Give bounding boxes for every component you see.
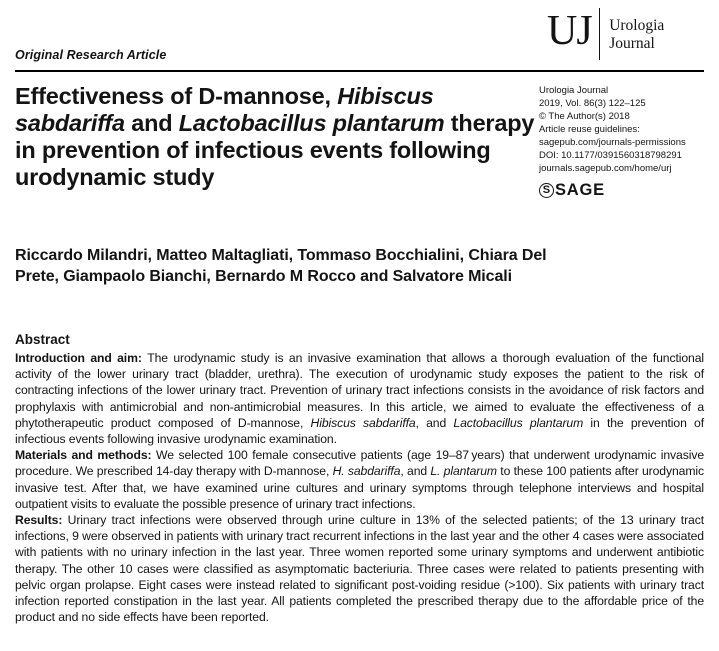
meta-permissions-url: sagepub.com/journals-permissions xyxy=(538,137,686,148)
abstract-paragraph-methods: Materials and methods: We selected 100 female consecutive patients (age 19–87 years) that underwent urodynamic invasive procedure. We prescribed 14-day therapy with D-mannose, H. sabdariffa, and L. plantarum to these 100 patients after urodynamic invasive test. After that, we have examined urine cultures and urinary symptoms through telephone interviews and hospital outpatient visits to evaluate the possible presence of urinary tract infections. xyxy=(15,448,704,511)
meta-journal-name: Urologia Journal xyxy=(538,85,609,96)
abstract-paragraph-results: Results: Urinary tract infections were observed through urine culture in 13% of the selected patients; of the 13 urinary tract infections, 9 were observed in patients with urinary tract recurrent infections in the last year and the other 4 cases were associated with patients with no urinary infection in the last year. Three women reported some urinary symptoms and underwent antibiotic therapy. The other 10 cases were classified as asymptomatic bacteriuria. Three cases were related to patients presenting with pelvic organ prolapse. Eight cases were instead related to significant post-voiding residue (>100). Six patients with urinary tract infection reported constipation in the last year. All patients completed the prescribed therapy due to the affordable price of the product and no side effects have been reported. xyxy=(15,513,705,625)
sage-logo xyxy=(539,183,704,198)
title-meta-row xyxy=(0,83,719,198)
article-type-label: Original Research Article xyxy=(15,48,167,62)
meta-volume-pages: 2019, Vol. 86(3) 122–125 xyxy=(538,98,646,109)
meta-doi: DOI: 10.1177/0391560318798291 xyxy=(538,150,682,161)
journal-name-line2: Journal xyxy=(609,35,655,52)
journal-name xyxy=(609,15,664,53)
title-column xyxy=(15,83,539,198)
header-rule xyxy=(15,70,704,72)
journal-logo-initials: UJ xyxy=(547,8,592,54)
meta-journal-url: journals.sagepub.com/home/urj xyxy=(538,163,672,174)
meta-reuse-label: Article reuse guidelines: xyxy=(538,124,640,135)
sage-circle-s-icon: S xyxy=(539,183,554,198)
abstract-section xyxy=(15,332,704,625)
sage-logo-name: SAGE xyxy=(554,181,605,199)
logo-divider xyxy=(599,8,601,60)
journal-logo xyxy=(547,8,664,60)
authors-list: Riccardo Milandri, Matteo Maltagliati, Tommaso Bocchialini, Chiara Del Prete, Giampaolo Bianchi, Bernardo M Rocco and Salvatore Micali xyxy=(15,247,547,285)
page-header xyxy=(0,0,719,70)
abstract-paragraph-introduction: Introduction and aim: The urodynamic study is an invasive examination that allows a thorough evaluation of the functional activity of the lower urinary tract (bladder, urethra). The execution of urodynamic study exposes the patient to the risk of contracting infections of the lower urinary tract. Prevention of urinary tract infections consists in the avoidance of risk factors and prophylaxis with antimicrobial and non-antimicrobial measures. In this article, we aimed to evaluate the effectiveness of a phytotherapeutic product composed of D-mannose, Hibiscus sabdariffa, and Lactobacillus plantarum in the prevention of infectious events following invasive urodynamic examination. xyxy=(15,351,704,447)
article-title: Effectiveness of D-mannose, Hibiscus sabdariffa and Lactobacillus plantarum therapy in prevention of infectious events following urodynamic study xyxy=(15,83,535,190)
meta-copyright: © The Author(s) 2018 xyxy=(538,111,630,122)
journal-meta-block xyxy=(539,83,704,198)
journal-name-line1: Urologia xyxy=(609,17,665,34)
abstract-heading: Abstract xyxy=(15,332,70,347)
